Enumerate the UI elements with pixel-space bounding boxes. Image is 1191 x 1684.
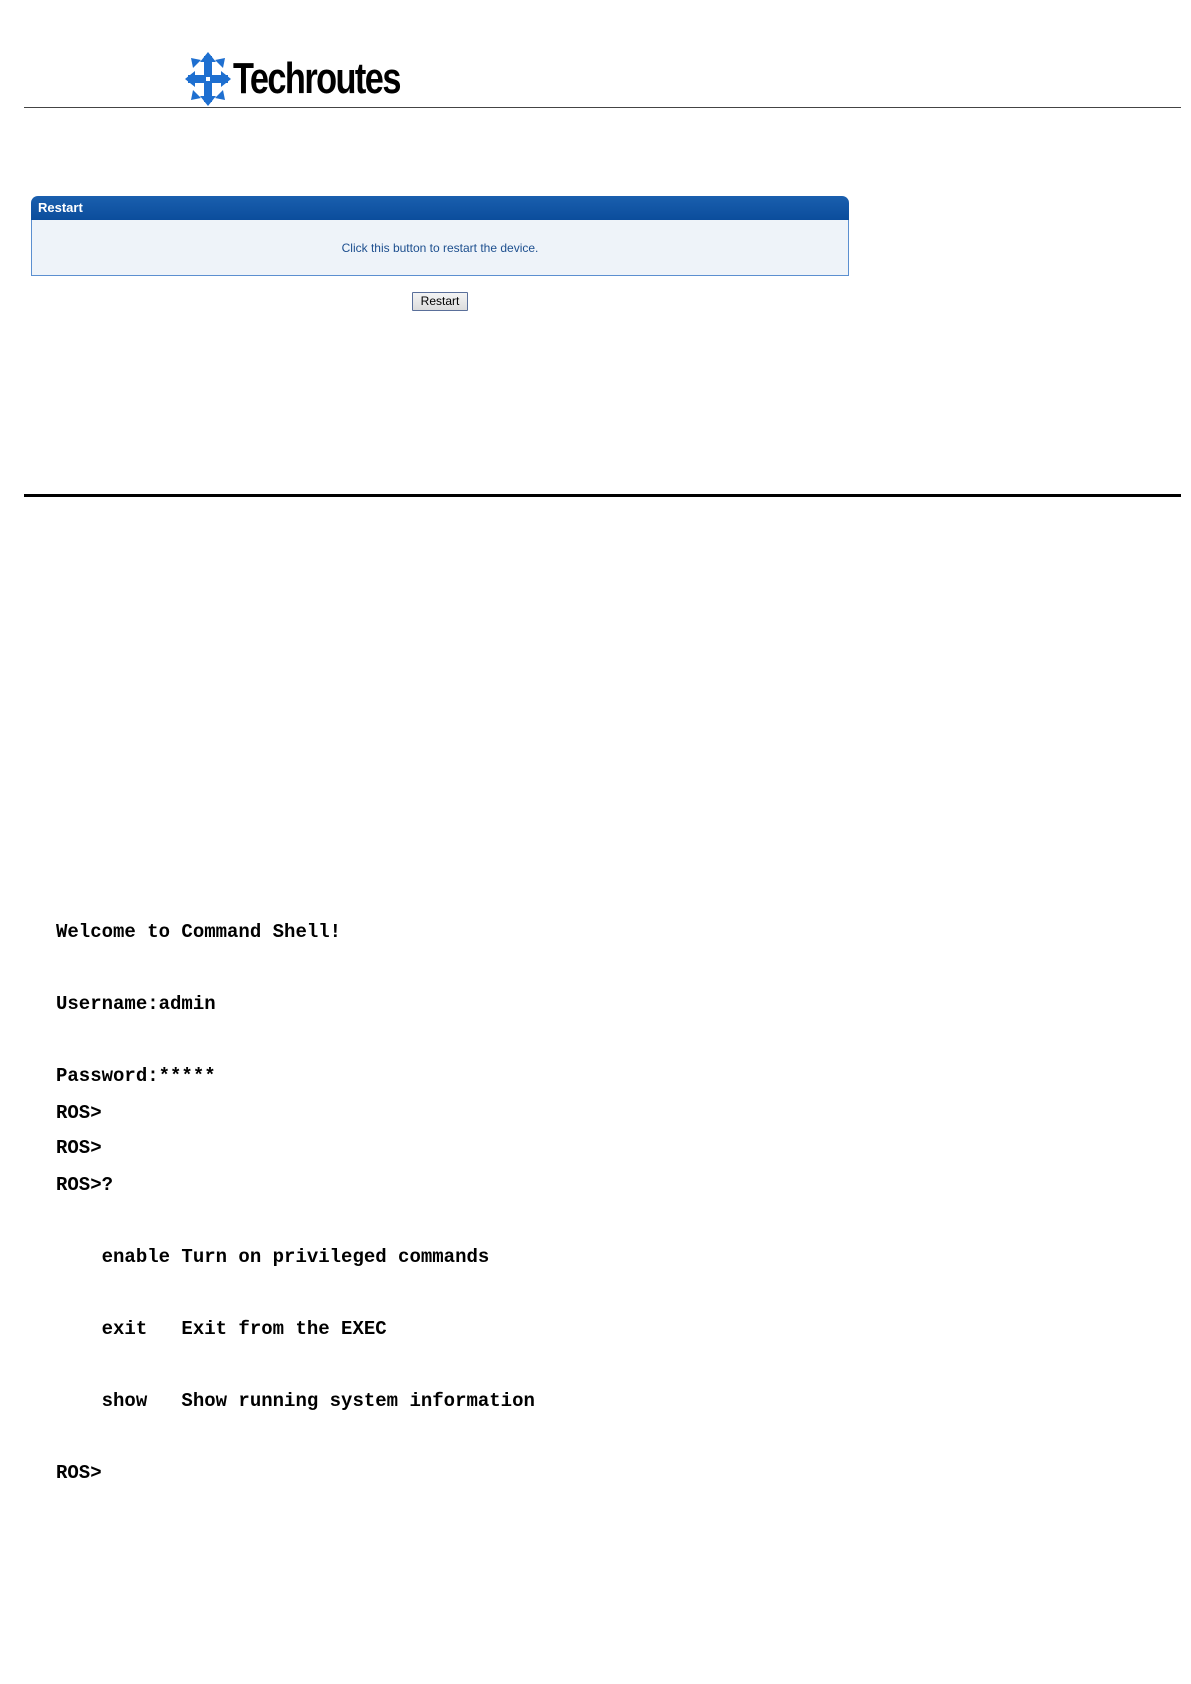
logo-text: Techroutes bbox=[233, 54, 400, 103]
terminal-line: Password:***** bbox=[56, 1065, 216, 1087]
terminal-line: ROS> bbox=[56, 1102, 102, 1124]
terminal-line: ROS> bbox=[56, 1137, 102, 1159]
terminal-line: Username:admin bbox=[56, 993, 216, 1015]
section-divider bbox=[24, 494, 1181, 497]
terminal-line: Welcome to Command Shell! bbox=[56, 921, 342, 943]
panel-title: Restart bbox=[31, 196, 849, 220]
restart-panel bbox=[31, 196, 849, 276]
terminal-line: ROS> bbox=[56, 1462, 102, 1484]
restart-button[interactable]: Restart bbox=[412, 292, 468, 311]
company-logo bbox=[185, 50, 447, 108]
panel-body bbox=[31, 220, 849, 276]
terminal-help-output bbox=[56, 1053, 535, 1509]
techroutes-logo-icon bbox=[185, 52, 231, 106]
terminal-line: enable Turn on privileged commands bbox=[56, 1246, 490, 1268]
terminal-line: ROS>? bbox=[56, 1174, 114, 1196]
panel-message: Click this button to restart the device. bbox=[341, 240, 539, 255]
terminal-line: show Show running system information bbox=[56, 1390, 535, 1412]
header-divider bbox=[24, 107, 1181, 108]
terminal-line: exit Exit from the EXEC bbox=[56, 1318, 387, 1340]
